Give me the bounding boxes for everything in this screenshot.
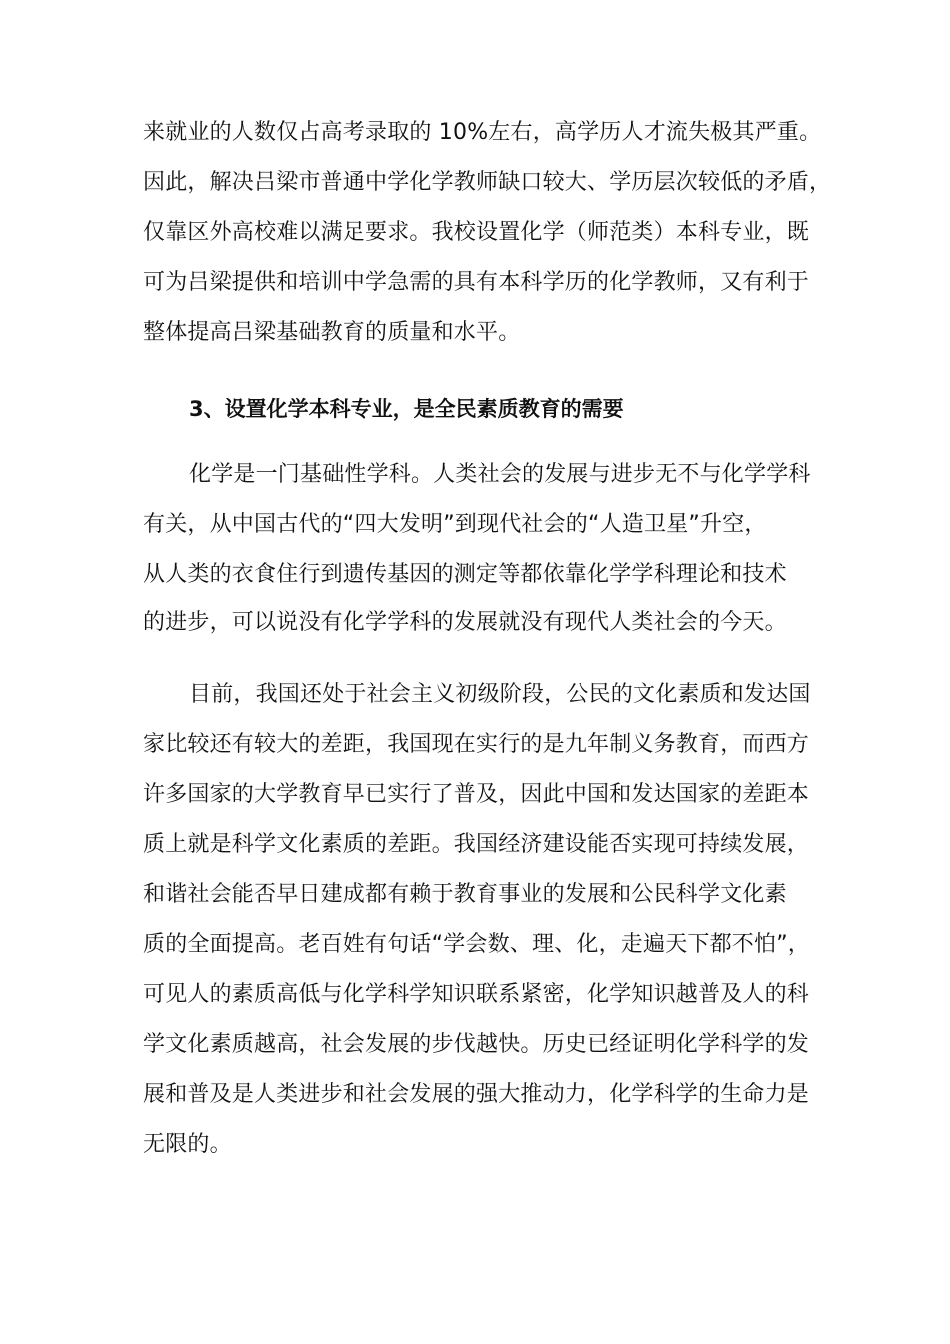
paragraph-line: 可为吕梁提供和培训中学急需的具有本科学历的化学教师，又有利于 [143, 270, 810, 295]
paragraph-line: 家比较还有较大的差距，我国现在实行的是九年制义务教育，而西方 [143, 732, 810, 757]
paragraph-line: 无限的。 [143, 1132, 232, 1157]
paragraph-line: 许多国家的大学教育早已实行了普及，因此中国和发达国家的差距本 [143, 782, 810, 807]
paragraph-line: 因此，解决吕梁市普通中学化学教师缺口较大、学历层次较低的矛盾， [143, 170, 832, 195]
paragraph-line: 目前，我国还处于社会主义初级阶段，公民的文化素质和发达国 [189, 682, 811, 707]
paragraph-line: 可见人的素质高低与化学科学知识联系紧密，化学知识越普及人的科 [143, 982, 810, 1007]
paragraph-line: 来就业的人数仅占高考录取的 10%左右，高学历人才流失极其严重。 [143, 120, 822, 145]
paragraph-line: 和谐社会能否早日建成都有赖于教育事业的发展和公民科学文化素 [143, 882, 787, 907]
paragraph-line: 质上就是科学文化素质的差距。我国经济建设能否实现可持续发展， [143, 832, 810, 857]
paragraph-line: 展和普及是人类进步和社会发展的强大推动力，化学科学的生命力是 [143, 1082, 810, 1107]
paragraph-line: 仅靠区外高校难以满足要求。我校设置化学（师范类）本科专业，既 [143, 220, 810, 245]
paragraph-line: 质的全面提高。老百姓有句话“学会数、理、化，走遍天下都不怕”， [143, 932, 810, 957]
paragraph-line: 化学是一门基础性学科。人类社会的发展与进步无不与化学学科 [189, 462, 811, 487]
section-heading: 3、设置化学本科专业，是全民素质教育的需要 [189, 397, 624, 421]
paragraph-line: 学文化素质越高，社会发展的步伐越快。历史已经证明化学科学的发 [143, 1032, 810, 1057]
paragraph-line: 从人类的衣食住行到遗传基因的测定等都依靠化学学科理论和技术 [143, 562, 787, 587]
paragraph-line: 有关，从中国古代的“四大发明”到现代社会的“人造卫星”升空， [143, 512, 767, 537]
paragraph-line: 的进步，可以说没有化学学科的发展就没有现代人类社会的今天。 [143, 610, 787, 635]
paragraph-line: 整体提高吕梁基础教育的质量和水平。 [143, 320, 521, 345]
